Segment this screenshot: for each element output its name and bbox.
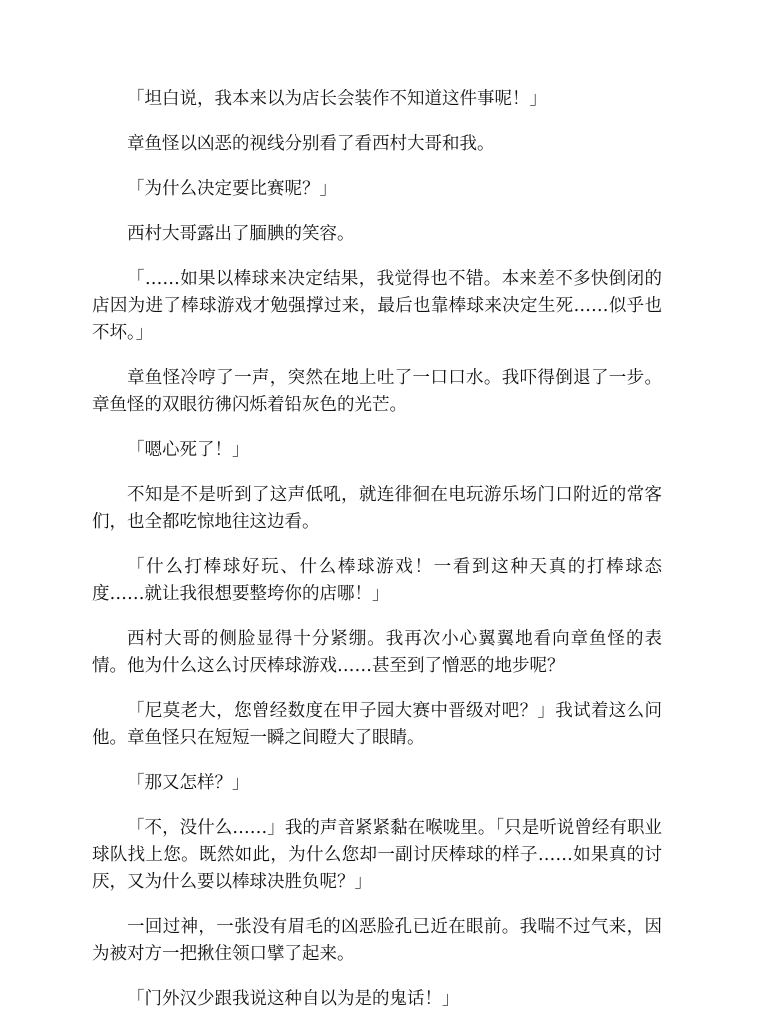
paragraph: 「尼莫老大，您曾经数度在甲子园大赛中晋级对吧？」我试着这么问他。章鱼怪只在短短一瞬之间瞪大了眼睛。 [92,701,662,748]
paragraph: 「不，没什么……」我的声音紧紧黏在喉咙里。「只是听说曾经有职业球队找上您。既然如此，为什么您却一副讨厌棒球的样子……如果真的讨厌，又为什么要以棒球决胜负呢？」 [92,818,662,892]
paragraph: 「坦白说，我本来以为店长会装作不知道这件事呢！」 [127,89,547,109]
paragraph: 「那又怎样？」 [127,773,250,793]
paragraph: 西村大哥露出了腼腆的笑容。 [127,224,355,244]
paragraph: 西村大哥的侧脸显得十分紧绷。我再次小心翼翼地看向章鱼怪的表情。他为什么这么讨厌棒球游戏……甚至到了憎恶的地步呢？ [92,629,662,676]
paragraph: 不知是不是听到了这声低吼，就连徘徊在电玩游乐场门口附近的常客们，也全都吃惊地往这边看。 [92,485,662,532]
paragraph: 「门外汉少跟我说这种自以为是的鬼话！」 [127,989,460,1009]
paragraph: 「……如果以棒球来决定结果，我觉得也不错。本来差不多快倒闭的店因为进了棒球游戏才勉强撑过来，最后也靠棒球来决定生死……似乎也不坏。」 [92,269,662,343]
document-page [92,86,662,1031]
paragraph: 「嗯心死了！」 [127,440,250,460]
paragraph: 一回过神，一张没有眉毛的凶恶脸孔已近在眼前。我喘不过气来，因为被对方一把揪住领口擘了起来。 [92,917,662,964]
paragraph: 章鱼怪冷哼了一声，突然在地上吐了一口口水。我吓得倒退了一步。章鱼怪的双眼彷彿闪烁着铅灰色的光芒。 [92,368,662,415]
paragraph: 「为什么决定要比赛呢？」 [127,179,337,199]
paragraph: 章鱼怪以凶恶的视线分别看了看西村大哥和我。 [127,134,495,154]
paragraph: 「什么打棒球好玩、什么棒球游戏！一看到这种天真的打棒球态度……就让我很想要整垮你的店哪！」 [92,557,662,604]
